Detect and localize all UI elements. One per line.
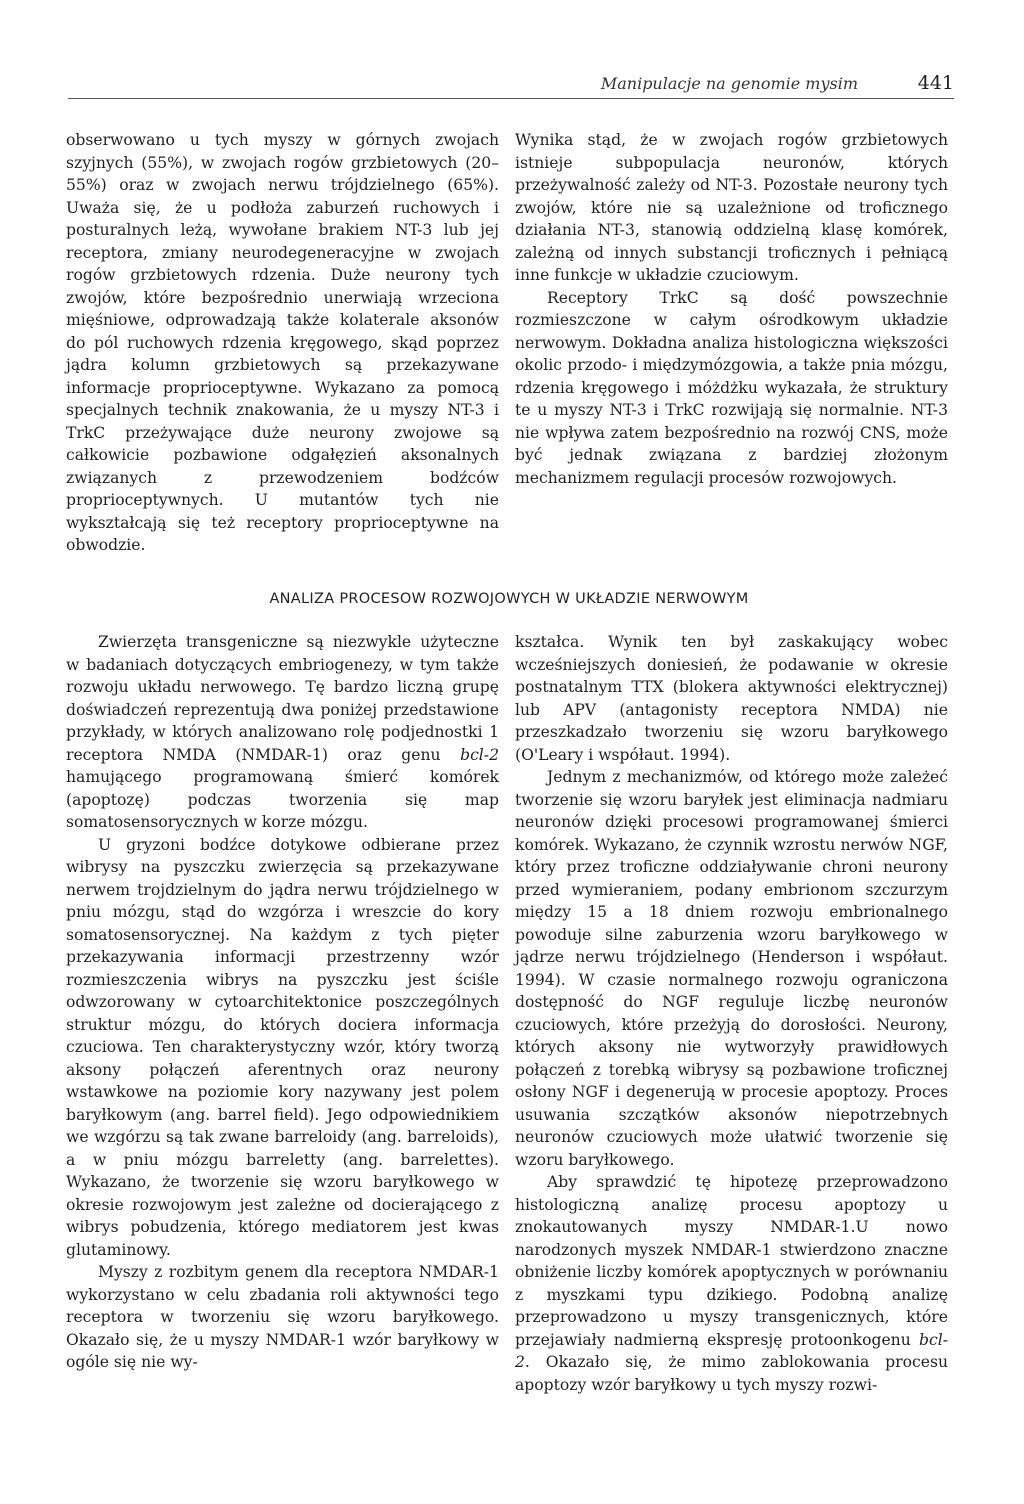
paragraph-text: Zwierzęta transgeniczne są niezwykle użyteczne w badaniach dotyczących embriogenezy, w tym także rozwoju układu nerwowego. Tę bardzo liczną grupę doświadczeń reprezentują dwa poniżej przedstawione przykłady, w których analizowano rolę podjednostki 1 receptora NMDA (NMDAR-1) oraz genu	[66, 633, 499, 764]
paragraph	[66, 631, 499, 834]
top-left-column	[66, 129, 499, 557]
paragraph: kształca. Wynik ten był zaskakujący wobec wcześniejszych doniesień, że podawanie w okresie postnatalnym TTX (blokera aktywności elektrycznej) lub APV (antagonisty receptora NMDA) nie przeszkadzało tworzeniu się wzoru baryłkowego (O'Leary i współaut. 1994).	[515, 633, 948, 764]
paragraph: Wynika stąd, że w zwojach rogów grzbietowych istnieje subpopulacja neuronów, których przeżywalność zależy od NT-3. Pozostałe neurony tych zwojów, które nie są uzależnione od troficznego działania NT-3, stanowią oddzielną klasę komórek, zależną od innych substancji troficznych i pełniącą inne funkcje w układzie czuciowym.	[515, 131, 948, 284]
top-right-column	[515, 129, 948, 489]
paragraph-text: hamującego programowaną śmierć komórek (apoptozę) podczas tworzenia się map somatosensorycznych w korze mózgu.	[66, 768, 499, 831]
paragraph-text: . Okazało się, że mimo zablokowania procesu apoptozy wzór baryłkowy u tych myszy rozwi-	[515, 1353, 948, 1394]
paragraph: Myszy z rozbitym genem dla receptora NMDAR-1 wykorzystano w celu zbadania roli aktywności tego receptora w tworzeniu się wzoru baryłkowego. Okazało się, że u myszy NMDAR-1 wzór baryłkowy w ogóle się nie wy-	[66, 1263, 499, 1371]
paragraph-text: Aby sprawdzić tę hipotezę przeprowadzono histologiczną analizę procesu apoptozy u znokautowanych myszy NMDAR-1.U nowo narodzonych myszek NMDAR-1 stwierdzono znaczne obniżenie liczby komórek apoptycznych w porównaniu z myszkami typu dzikiego. Podobną analizę przeprowadzono u myszy transgenicznych, które przejawiały nadmierną ekspresję protoonkogenu	[515, 1173, 948, 1349]
bottom-left-column	[66, 631, 499, 1374]
section-title: ANALIZA PROCESOW ROZWOJOWYCH W UKŁADZIE NERWOWYM	[269, 591, 749, 607]
page-number: 441	[917, 72, 954, 94]
paragraph	[515, 1171, 948, 1396]
gene-name: bcl-2	[460, 745, 499, 764]
running-header	[68, 72, 954, 99]
running-title: Manipulacje na genomie mysim	[600, 74, 858, 93]
paragraph: Jednym z mechanizmów, od którego może zależeć tworzenie się wzoru baryłek jest eliminacja nadmiaru neuronów dzięki procesowi programowanej śmierci komórek. Wykazano, że czynnik wzrostu nerwów NGF, który przez troficzne oddziaływanie chroni neurony przed wymieraniem, podany embrionom szczurzym między 15 a 18 dniem rozwoju embrionalnego powoduje silne zaburzenia wzoru baryłkowego w jądrze nerwu trójdzielnego (Henderson i współaut. 1994). W czasie normalnego rozwoju ograniczona dostępność do NGF reguluje liczbę neuronów czuciowych, które przeżyją do dorosłości. Neurony, których aksony nie wytworzyły prawidłowych połączeń z torebką wibrysy są pozbawione troficznej osłony NGF i degenerują w procesie apoptozy. Proces usuwania szczątków aksonów niepotrzebnych neuronów czuciowych może ułatwić tworzenie się wzoru baryłkowego.	[515, 768, 948, 1169]
paragraph: Receptory TrkC są dość powszechnie rozmieszczone w całym ośrodkowym układzie nerwowym. Dokładna analiza histologiczna większości okolic przodo- i międzymózgowia, a także pnia mózgu, rdzenia kręgowego i móżdżku wykazała, że struktury te u myszy NT-3 i TrkC rozwijają się normalnie. NT-3 nie wpływa zatem bezpośrednio na rozwój CNS, może być jednak związana z bardziej złożonym mechanizmem regulacji procesów rozwojowych.	[515, 288, 948, 487]
paragraph: U gryzoni bodźce dotykowe odbierane przez wibrysy na pyszczku zwierzęcia są przekazywane nerwem trojdzielnym do jądra nerwu trójdzielnego w pniu mózgu, stąd do wzgórza i wreszcie do kory somatosensorycznej. Na każdym z tych pięter przekazywania informacji przestrzenny wzór rozmieszczenia wibrys na pyszczku jest ściśle odwzorowany w cytoarchitektonice poszczególnych struktur mózgu, do których dociera informacja czuciowa. Ten charakterystyczny wzór, który tworzą aksony połączeń aferentnych oraz neurony wstawkowe na poziomie kory nazywany jest polem baryłkowym (ang. barrel field). Jego odpowiednikiem we wzgórzu są tak zwane barreloidy (ang. barreloids), a w pniu mózgu barreletty (ang. barrelettes). Wykazano, że tworzenie się wzoru baryłkowego w okresie rozwojowym jest zależne od docierającego z wibrys pobudzenia, którego mediatorem jest kwas glutaminowy.	[66, 835, 499, 1259]
gene-name: bcl-2	[515, 1330, 948, 1371]
bottom-right-column	[515, 631, 948, 1396]
paragraph: obserwowano u tych myszy w górnych zwojach szyjnych (55%), w zwojach rogów grzbietowych (20–55%) oraz w zwojach nerwu trójdzielnego (65%). Uważa się, że u podłoża zaburzeń ruchowych i posturalnych leżą, wywołane brakiem NT-3 lub jej receptora, zmiany neurodegeneracyjne w zwojach rogów grzbietowych rdzenia. Duże neurony tych zwojów, które bezpośrednio unerwiają wrzeciona mięśniowe, odprowadzają także kolaterale aksonów do pól ruchowych rdzenia kręgowego, skąd poprzez jądra kolumn grzbietowych są przekazywane informacje proprioceptywne. Wykazano za pomocą specjalnych technik znakowania, że u myszy NT-3 i TrkC przeżywające duże neurony zwojowe są całkowicie pozbawione odgałęzień aksonalnych związanych z przewodzeniem bodźców proprioceptywnych. U mutantów tych nie wykształcają się też receptory proprioceptywne na obwodzie.	[66, 131, 499, 554]
